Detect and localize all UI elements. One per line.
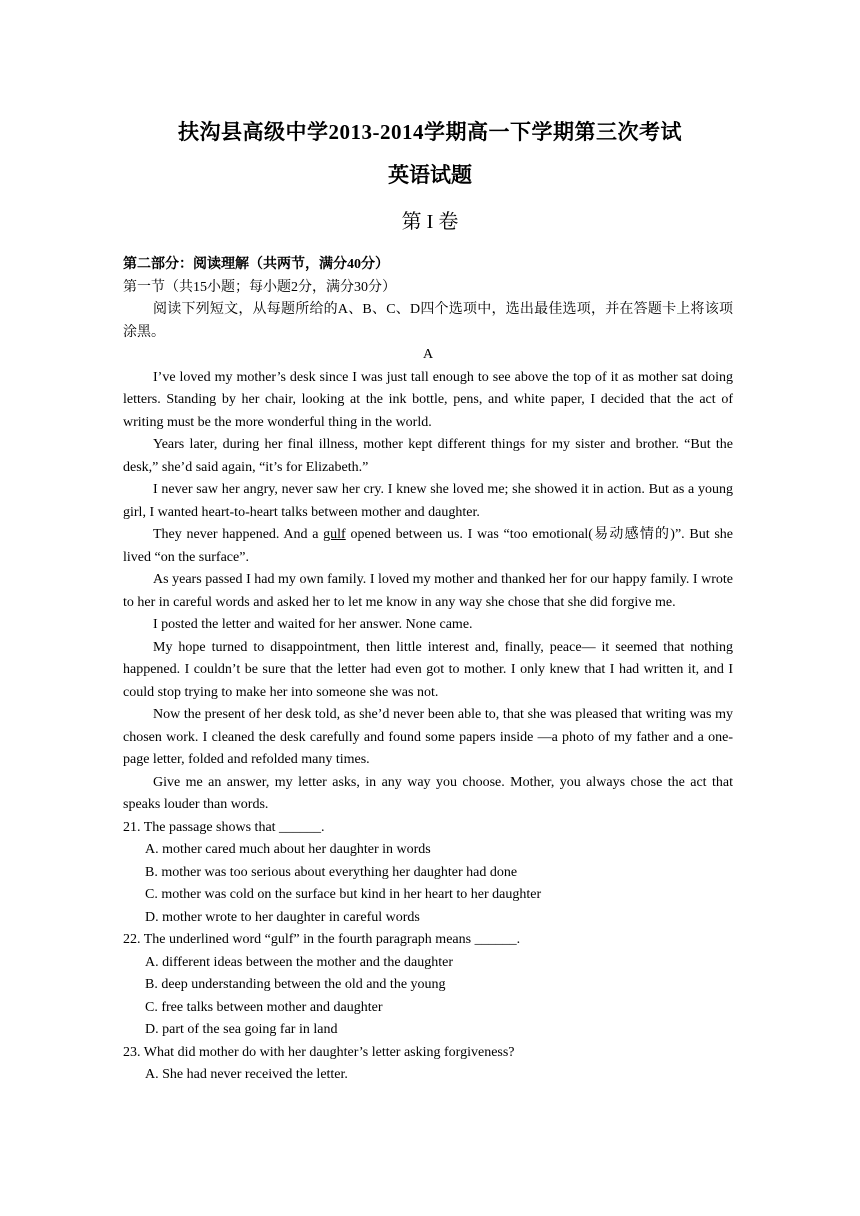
question-21-option-a: A. mother cared much about her daughter in words <box>145 842 431 857</box>
question-22-option-c: C. free talks between mother and daughter <box>145 999 383 1015</box>
question-22-option-a: A. different ideas between the mother and the daughter <box>145 954 454 970</box>
subsection-heading: 第一节（共15小题；每小题2分，满分30分） <box>123 279 396 295</box>
passage-label: A <box>422 347 434 362</box>
volume-label: 第 I 卷 <box>401 211 459 233</box>
passage-paragraph-9: Give me an answer, my letter asks, in any way you choose. Mother, you always chose the act that speaks louder than words. <box>123 774 733 812</box>
question-21-option-c: C. mother was cold on the surface but kind in her heart to her daughter <box>145 887 542 902</box>
part-heading: 第二部分：阅读理解（共两节，满分40分） <box>123 257 389 272</box>
p4-text-before: They never happened. And a <box>153 527 324 542</box>
exam-body <box>123 254 733 1087</box>
passage-paragraph-2: Years later, during her final illness, mother kept different things for my sister and brother. “But the desk,” she’d said again, “it’s for Elizabeth.” <box>123 437 733 475</box>
question-22-option-b: B. deep understanding between the old and the young <box>145 977 446 992</box>
passage-paragraph-6: I posted the letter and waited for her answer. None came. <box>153 617 473 632</box>
p4-text-after: opened between us. I was “too emotional(易动感情的)”. But she lived “on the surface”. <box>123 527 733 565</box>
exam-title: 扶沟县高级中学2013-2014学期高一下学期第三次考试 <box>178 120 682 144</box>
question-23-option-a: A. She had never received the letter. <box>145 1067 348 1082</box>
passage-paragraph-3: I never saw her angry, never saw her cry. I knew she loved me; she showed it in action. But as a young girl, I wanted heart-to-heart talks between mother and daughter. <box>123 482 733 520</box>
exam-subtitle: 英语试题 <box>388 163 472 187</box>
instructions: 阅读下列短文，从每题所给的A、B、C、D四个选项中，选出最佳选项，并在答题卡上将该项涂黑。 <box>123 302 733 340</box>
passage-paragraph-7: My hope turned to disappointment, then little interest and, finally, peace— it seemed that nothing happened. I couldn’t be sure that the letter had even got to mother. I only knew that I had written it, and I could stop trying to make her into someone she was not. <box>123 639 733 700</box>
question-21-stem: 21. The passage shows that ______. <box>123 819 325 835</box>
passage-paragraph-1: I’ve loved my mother’s desk since I was just tall enough to see above the top of it as mother sat doing letters. Standing by her chair, looking at the ink bottle, pens, and white paper, I decided that the act of writing must be the more wonderful thing in the world. <box>123 369 733 430</box>
question-21-option-d: D. mother wrote to her daughter in careful words <box>145 909 420 925</box>
passage-paragraph-5: As years passed I had my own family. I loved my mother and thanked her for our happy family. I wrote to her in careful words and asked her to let me know in any way she chose that she did forgive me. <box>123 572 733 610</box>
question-21-option-b: B. mother was too serious about everything her daughter had done <box>145 864 518 880</box>
passage-paragraph-8: Now the present of her desk told, as she’d never been able to, that she was pleased that writing was my chosen work. I cleaned the desk carefully and found some papers inside —a photo of my father and a one-page letter, folded and refolded many times. <box>123 707 733 767</box>
question-22-stem: 22. The underlined word “gulf” in the fourth paragraph means ______. <box>123 932 521 947</box>
question-22-option-d: D. part of the sea going far in land <box>145 1022 338 1037</box>
question-23-stem: 23. What did mother do with her daughter’s letter asking forgiveness? <box>123 1044 515 1060</box>
underlined-word-gulf: gulf <box>323 527 346 542</box>
passage-paragraph-4 <box>123 524 733 569</box>
